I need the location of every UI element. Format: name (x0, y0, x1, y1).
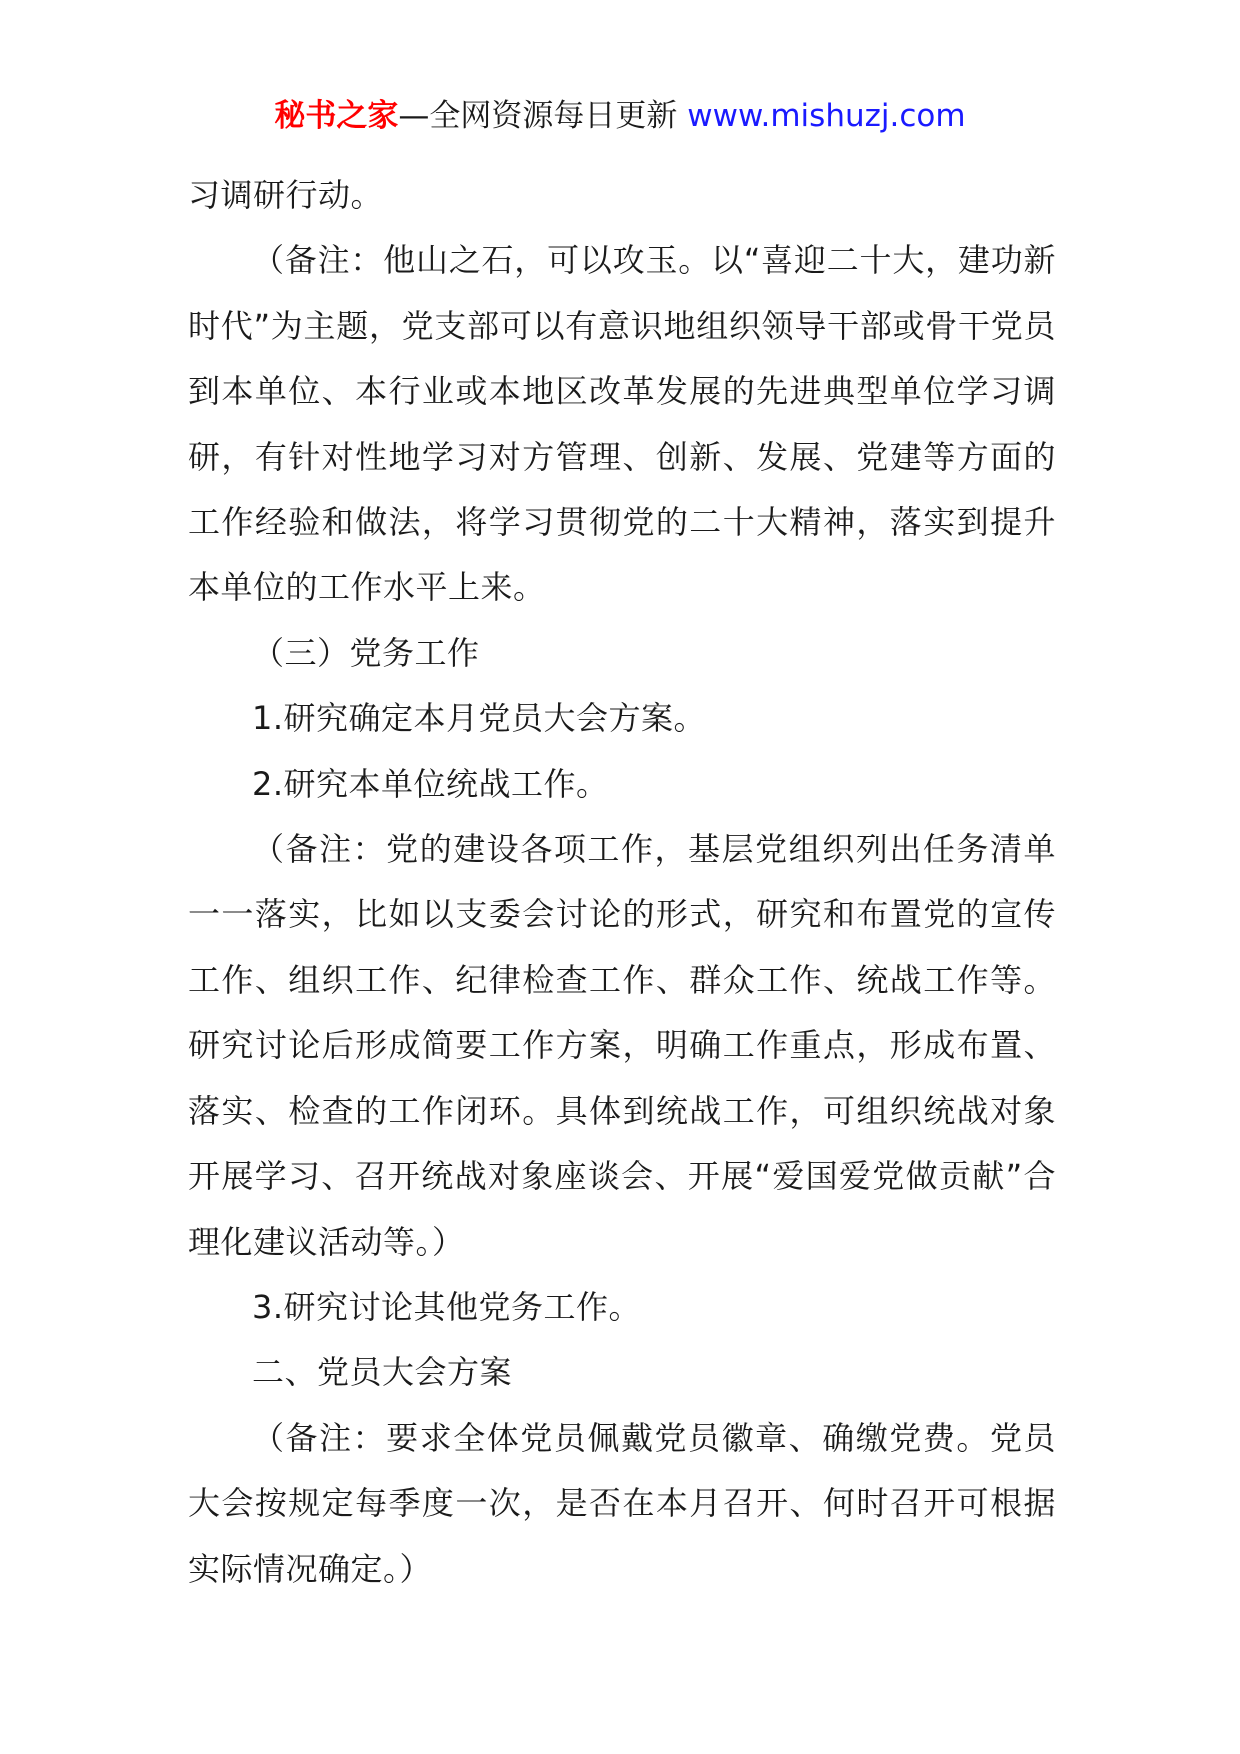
paragraph-continuation: 习调研行动。 (188, 176, 384, 214)
section-heading-party-affairs: （三）党务工作 (252, 633, 480, 672)
section-heading-member-meeting: 二、党员大会方案 (252, 1353, 513, 1392)
page-header (0, 96, 1240, 136)
header-brand: 秘书之家 (274, 98, 399, 134)
header-tagline: —全网资源每日更新 (398, 98, 688, 134)
paragraph-note-united-front: （备注：党的建设各项工作，基层党组织列出任务清单一一落实，比如以支委会讨论的形式，研究和布置党的宣传工作、组织工作、纪律检查工作、群众工作、统战工作等。研究讨论后形成简要工作方案，明确工作重点，形成布置、落实、检查的工作闭环。具体到统战工作，可组织统战对象开展学习、召开统战对象座谈会、开展“爱国爱党做贡献”合理化建议活动等。） (188, 830, 1056, 1261)
paragraph-note-meeting: （备注：要求全体党员佩戴党员徽章、确缴党费。党员大会按规定每季度一次，是否在本月召开、何时召开可根据实际情况确定。） (188, 1418, 1056, 1588)
list-item-3: 3.研究讨论其他党务工作。 (252, 1287, 642, 1326)
header-url-link[interactable]: www.mishuzj.com (687, 98, 966, 134)
list-item-2: 2.研究本单位统战工作。 (252, 764, 609, 803)
document-body (188, 163, 1056, 1602)
list-item-1: 1.研究确定本月党员大会方案。 (252, 699, 707, 738)
paragraph-note-study: （备注：他山之石，可以攻玉。以“喜迎二十大，建功新时代”为主题，党支部可以有意识地组织领导干部或骨干党员到本单位、本行业或本地区改革发展的先进典型单位学习调研，有针对性地学习对方管理、创新、发展、党建等方面的工作经验和做法，将学习贯彻党的二十大精神，落实到提升本单位的工作水平上来。 (188, 241, 1056, 607)
